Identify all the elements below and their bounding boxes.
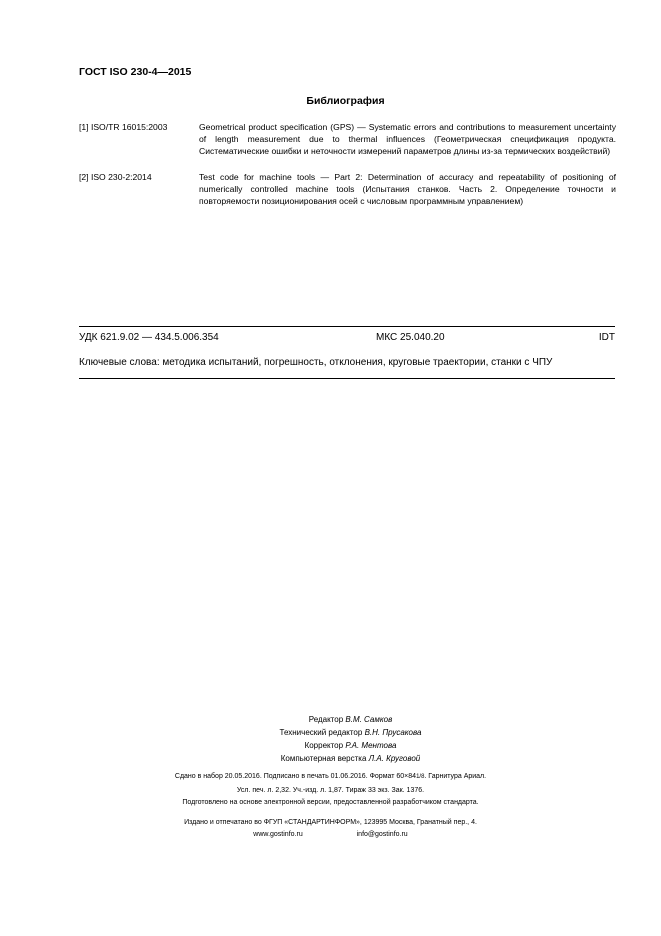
imprint-font: . Гарнитура Ариал. [424, 773, 487, 780]
publisher-website[interactable]: www.gostinfo.ru [253, 831, 303, 838]
credits-block [0, 713, 661, 765]
udk-code: УДК 621.9.02 — 434.5.006.354 [79, 332, 219, 343]
idt-mark: IDT [598, 332, 615, 343]
imprint-line-1 [0, 771, 661, 783]
imprint-line-4: Издано и отпечатано во ФГУП «СТАНДАРТИНФОРМ», 123995 Москва, Гранатный пер., 4. [184, 819, 477, 826]
credit-line [0, 713, 661, 726]
imprint-line-3: Подготовлено на основе электронной версии, предоставленной разработчиком стандарта. [182, 799, 479, 806]
credit-role: Технический редактор [279, 728, 363, 737]
credit-role: Редактор [308, 715, 344, 724]
format-fraction: 1/8 [416, 774, 425, 780]
credit-role: Компьютерная верстка [280, 754, 367, 763]
divider [79, 326, 615, 327]
keywords: Ключевые слова: методика испытаний, погрешность, отклонения, круговые траектории, станки с ЧПУ [79, 357, 553, 368]
entry-number: [1] ISO/TR 16015:2003 [79, 122, 168, 132]
imprint-contacts [0, 829, 661, 841]
credit-line [0, 726, 661, 739]
publisher-email[interactable]: info@gostinfo.ru [356, 831, 408, 838]
divider [79, 378, 615, 379]
entry-text: Geometrical product specification (GPS) — Systematic errors and contributions to measurement uncertainty of length measurement due to thermal influences (Геометрическая спецификация продукта. Систематические ошибки и неточности измерений параметров длины из-за термических воздействий) [199, 122, 616, 156]
credit-name: В.М. Самков [345, 715, 393, 724]
standard-id: ГОСТ ISO 230-4—2015 [79, 66, 192, 78]
credit-name: Р.А. Ментова [345, 741, 397, 750]
credit-name: В.Н. Прусакова [364, 728, 422, 737]
entry-text: Test code for machine tools — Part 2: Determination of accuracy and repeatability of positioning of numerically controlled machine tools (Испытания станков. Часть 2. Определение точности и повторяемости позиционирования осей с числовым программным управлением) [199, 172, 616, 206]
credit-line [0, 752, 661, 765]
entry-number: [2] ISO 230-2:2014 [79, 172, 152, 182]
credit-role: Корректор [304, 741, 344, 750]
credit-name: Л.А. Круговой [368, 754, 421, 763]
credit-line [0, 739, 661, 752]
mks-code: МКС 25.040.20 [376, 332, 445, 343]
bibliography-title: Библиография [306, 95, 385, 107]
imprint-line-2: Усл. печ. л. 2,32. Уч.-изд. л. 1,87. Тираж 33 экз. Зак. 1376. [236, 787, 425, 794]
bibliography-entry [79, 171, 616, 207]
bibliography-entry [79, 121, 616, 157]
imprint-dates: Сдано в набор 20.05.2016. Подписано в печать 01.06.2016. Формат 60×84 [174, 773, 417, 780]
